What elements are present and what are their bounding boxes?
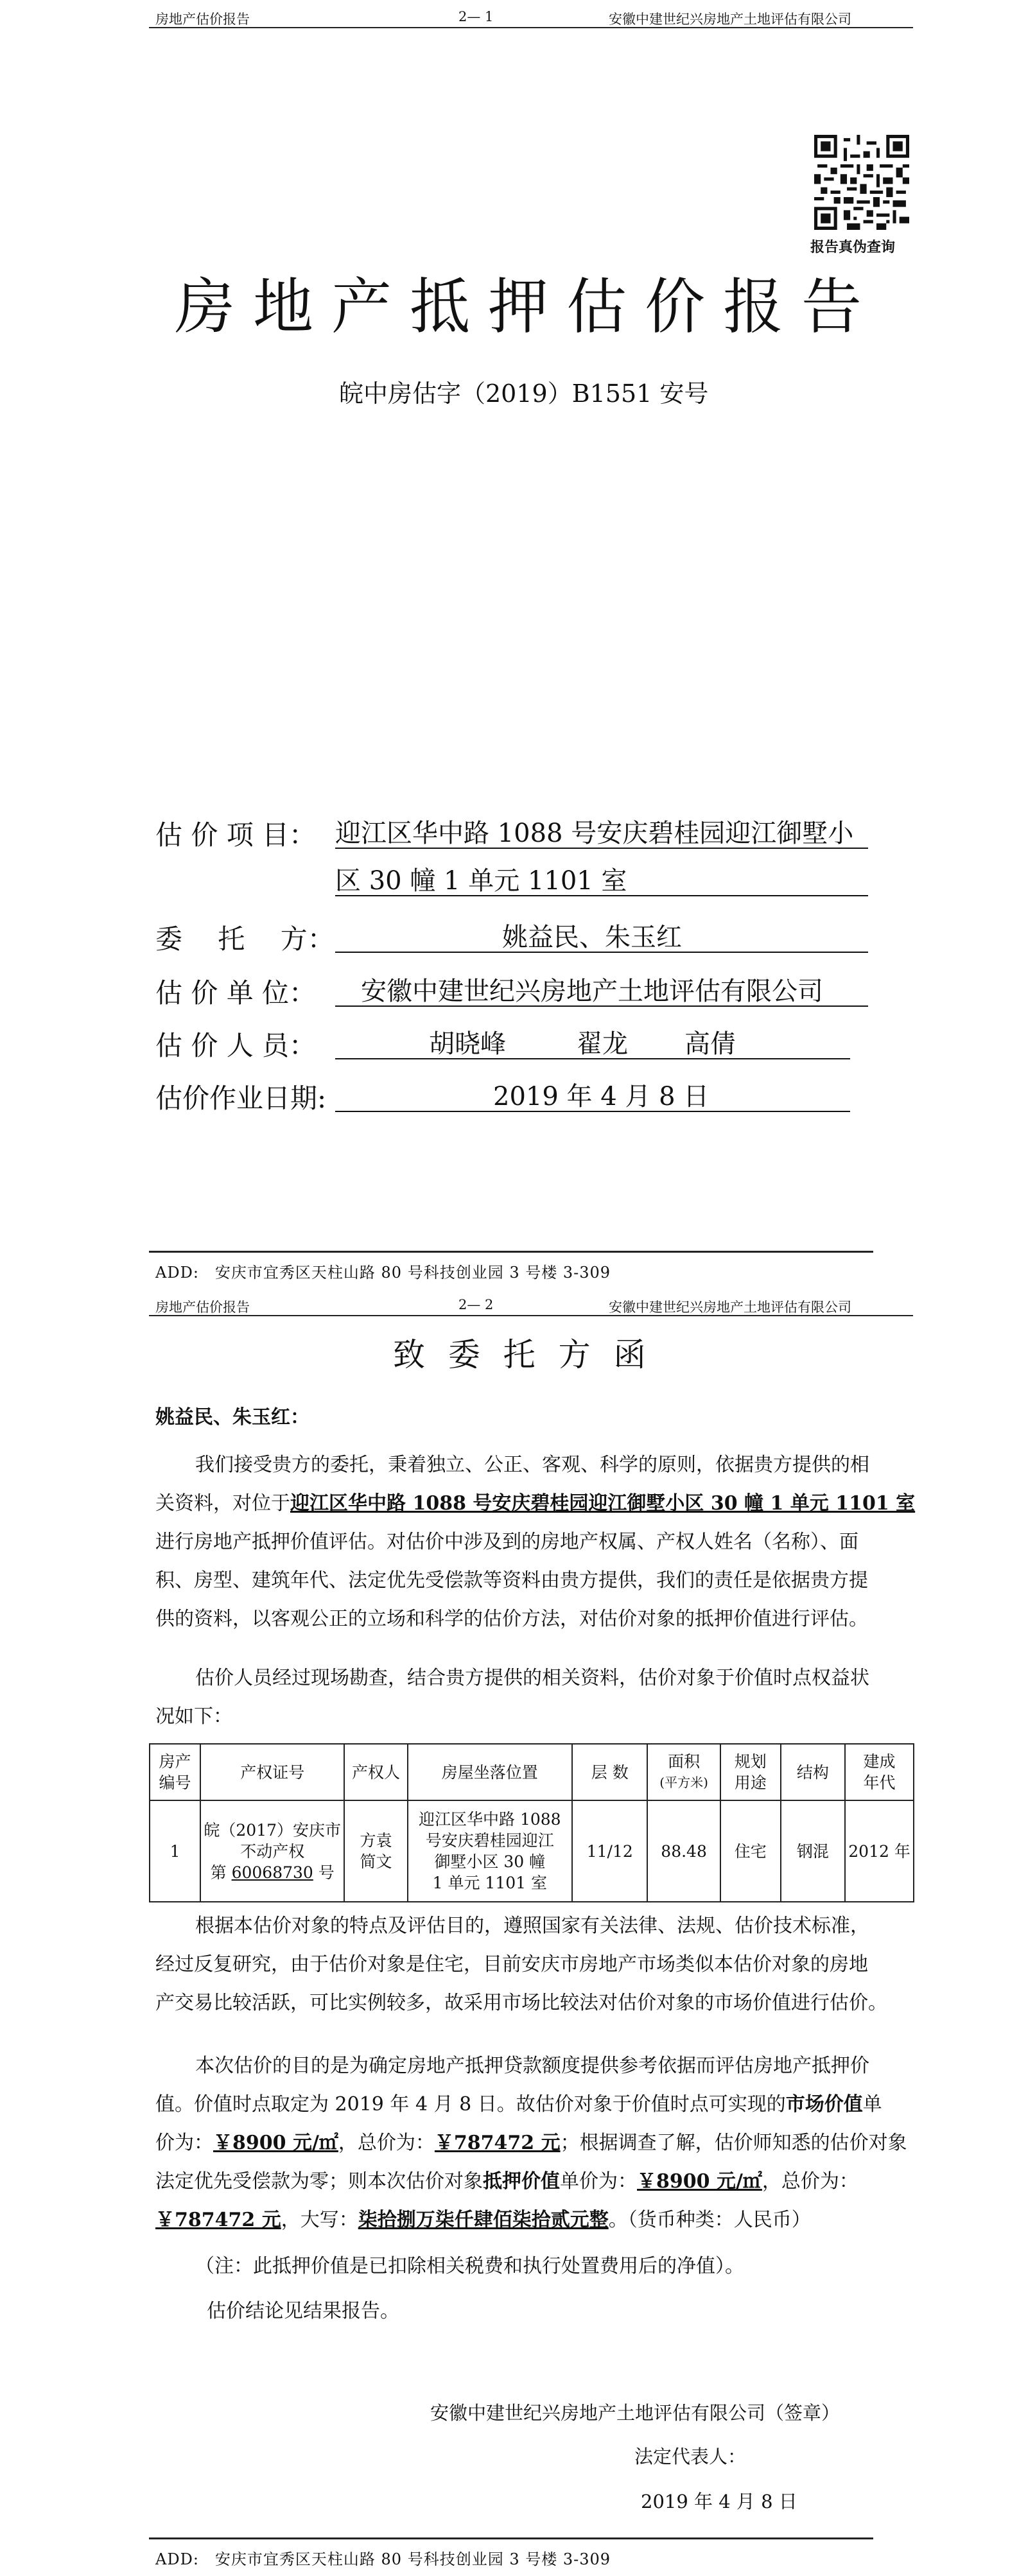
signature-representative: 法定代表人： xyxy=(634,2446,747,2467)
cell-cert: 皖（2017）安庆市 不动产权 第 60068730 号 xyxy=(200,1800,344,1902)
appraiser-2: 翟龙 xyxy=(577,1029,628,1059)
header-structure: 结构 xyxy=(781,1744,845,1800)
paragraph-3 xyxy=(155,1907,887,2023)
para4-line2: 值。价值时点取定为 2019 年 4 月 8 日。故估价对象于价值时点可实现的市场价值单 xyxy=(155,2093,882,2116)
header-floors: 层 数 xyxy=(572,1744,648,1800)
appraisers-label: 估 价 人 员： xyxy=(155,1030,317,1061)
para3-line3: 产交易比较活跃，可比实例较多，故采用市场比较法对估价对象的市场价值进行估价。 xyxy=(155,1992,887,2014)
appraiser-1: 胡晓峰 xyxy=(429,1029,506,1059)
header-owner: 产权人 xyxy=(344,1744,407,1800)
page2-footer-rule xyxy=(149,2537,873,2539)
cell-area: 88.48 xyxy=(647,1800,720,1902)
para1-line4: 积、房型、建筑年代、法定优先受偿款等资料由贵方提供，我们的责任是依据贵方提 xyxy=(155,1569,868,1592)
para4-line1: 本次估价的目的是为确定房地产抵押贷款额度提供参考依据而评估房地产抵押价 xyxy=(195,2055,869,2077)
header-area: 面积 (平方米) xyxy=(647,1744,720,1800)
page2-header-page: 2— 2 xyxy=(458,1297,494,1312)
mortgage-total-price: ￥787472 元 xyxy=(155,2209,281,2231)
cell-owner: 方袁 简文 xyxy=(344,1800,407,1902)
cell-structure: 钢混 xyxy=(781,1800,845,1902)
page2-header-rule xyxy=(149,1315,913,1316)
page2-header-left: 房地产估价报告 xyxy=(155,1300,250,1315)
market-value-label: 市场价值 xyxy=(785,2093,863,2116)
paragraph-2 xyxy=(155,1659,869,1736)
paragraph-1 xyxy=(155,1446,919,1639)
cell-use: 住宅 xyxy=(720,1800,781,1902)
page1-header-rule xyxy=(149,27,913,28)
header-cert-no: 产权证号 xyxy=(200,1744,344,1800)
header-use: 规划 用途 xyxy=(720,1744,781,1800)
para4-line3: 价为：￥8900 元/㎡，总价为：￥787472 元；根据调查了解，估价师知悉的估价对象 xyxy=(155,2132,907,2154)
page1-header-page: 2— 1 xyxy=(458,9,494,24)
project-value-line2: 区 30 幢 1 单元 1101 室 xyxy=(335,866,627,896)
para3-line2: 经过反复研究，由于估价对象是住宅，目前安庆市房地产市场类似本估价对象的房地 xyxy=(155,1953,868,1976)
client-value: 姚益民、朱玉红 xyxy=(502,923,682,952)
para1-line3: 进行房地产抵押价值评估。对估价中涉及到的房地产权属、产权人姓名（名称）、面 xyxy=(155,1531,858,1553)
property-info-table xyxy=(149,1743,914,1902)
header-house-no: 房产 编号 xyxy=(150,1744,200,1800)
para2-line1: 估价人员经过现场勘查，结合贵方提供的相关资料，估价对象于价值时点权益状 xyxy=(195,1667,869,1689)
report-title: 房地产抵押估价报告 xyxy=(175,272,880,342)
cell-year: 2012 年 xyxy=(845,1800,914,1902)
page1-header-left: 房地产估价报告 xyxy=(155,12,250,27)
date-value: 2019 年 4 月 8 日 xyxy=(493,1082,710,1111)
cell-floors: 11/12 xyxy=(572,1800,648,1902)
note-text: （注：此抵押价值是已扣除相关税费和执行处置费用后的净值）。 xyxy=(195,2255,744,2277)
property-address: 迎江区华中路 1088 号安庆碧桂园迎江御墅小区 30 幢 1 单元 1101 室 xyxy=(290,1492,916,1515)
appraiser-3: 高倩 xyxy=(684,1029,736,1059)
report-number: 皖中房估字（2019）B1551 安号 xyxy=(339,379,709,408)
unit-underline xyxy=(335,1005,868,1007)
page2-footer-address: ADD: 安庆市宜秀区天柱山路 80 号科技创业园 3 号楼 3-309 xyxy=(155,2550,611,2568)
market-unit-price: ￥8900 元/㎡ xyxy=(213,2132,338,2154)
signature-date: 2019 年 4 月 8 日 xyxy=(641,2491,797,2512)
para1-line5: 供的资料，以客观公正的立场和科学的估价方法，对估价对象的抵押价值进行评估。 xyxy=(155,1608,868,1630)
para3-line1: 根据本估价对象的特点及评估目的，遵照国家有关法律、法规、估价技术标准， xyxy=(195,1915,869,1937)
date-underline xyxy=(335,1111,850,1112)
mortgage-value-label: 抵押价值 xyxy=(483,2170,560,2193)
project-value-line1: 迎江区华中路 1088 号安庆碧桂园迎江御墅小 xyxy=(335,819,854,848)
page1-header-right: 安徽中建世纪兴房地产土地评估有限公司 xyxy=(609,12,851,27)
para4-line4: 法定优先受偿款为零；则本次估价对象抵押价值单价为：￥8900 元/㎡，总价为： xyxy=(155,2170,858,2193)
unit-label: 估 价 单 位： xyxy=(155,977,317,1009)
project-label: 估 价 项 目： xyxy=(155,819,317,851)
salutation: 姚益民、朱玉红： xyxy=(155,1406,309,1429)
para2-line2: 况如下： xyxy=(155,1705,232,1728)
mortgage-total-capital: 柒拾捌万柒仟肆佰柒拾贰元整 xyxy=(358,2209,609,2231)
para4-line5: ￥787472 元，大写：柒拾捌万柒仟肆佰柒拾贰元整。（货币种类：人民币） xyxy=(155,2209,811,2231)
page2-header-right: 安徽中建世纪兴房地产土地评估有限公司 xyxy=(609,1300,851,1315)
date-label: 估价作业日期: xyxy=(155,1083,327,1114)
appraisers-underline xyxy=(335,1058,850,1059)
para1-line2 xyxy=(155,1484,919,1523)
qr-caption: 报告真伪查询 xyxy=(810,239,896,256)
table-header-row xyxy=(150,1744,914,1800)
letter-title: 致 委 托 方 函 xyxy=(393,1336,652,1373)
para1-line2-text: 关资料，对位于 xyxy=(155,1492,290,1515)
qr-code-icon[interactable] xyxy=(814,135,909,230)
page1-footer-rule xyxy=(149,1251,873,1253)
cell-location: 迎江区华中路 1088 号安庆碧桂园迎江 御墅小区 30 幢 1 单元 1101 室 xyxy=(408,1800,572,1902)
page1-footer-address: ADD: 安庆市宜秀区天柱山路 80 号科技创业园 3 号楼 3-309 xyxy=(155,1264,611,1282)
table-row xyxy=(150,1800,914,1902)
cell-no: 1 xyxy=(150,1800,200,1902)
project-underline-2 xyxy=(335,895,868,896)
header-year: 建成 年代 xyxy=(845,1744,914,1800)
paragraph-4 xyxy=(155,2047,907,2240)
market-total-price: ￥787472 元 xyxy=(434,2132,561,2154)
signature-company: 安徽中建世纪兴房地产土地评估有限公司（签章） xyxy=(430,2402,840,2424)
unit-value: 安徽中建世纪兴房地产土地评估有限公司 xyxy=(361,977,823,1006)
mortgage-unit-price: ￥8900 元/㎡ xyxy=(637,2170,762,2193)
conclusion-text: 估价结论见结果报告。 xyxy=(207,2300,399,2322)
client-underline xyxy=(335,952,868,953)
cert-number: 60068730 xyxy=(231,1863,313,1882)
header-location: 房屋坐落位置 xyxy=(408,1744,572,1800)
para1-line1: 我们接受贵方的委托，秉着独立、公正、客观、科学的原则，依据贵方提供的相 xyxy=(195,1454,869,1476)
client-label: 委 托 方： xyxy=(155,923,335,955)
project-underline-1 xyxy=(335,848,868,849)
